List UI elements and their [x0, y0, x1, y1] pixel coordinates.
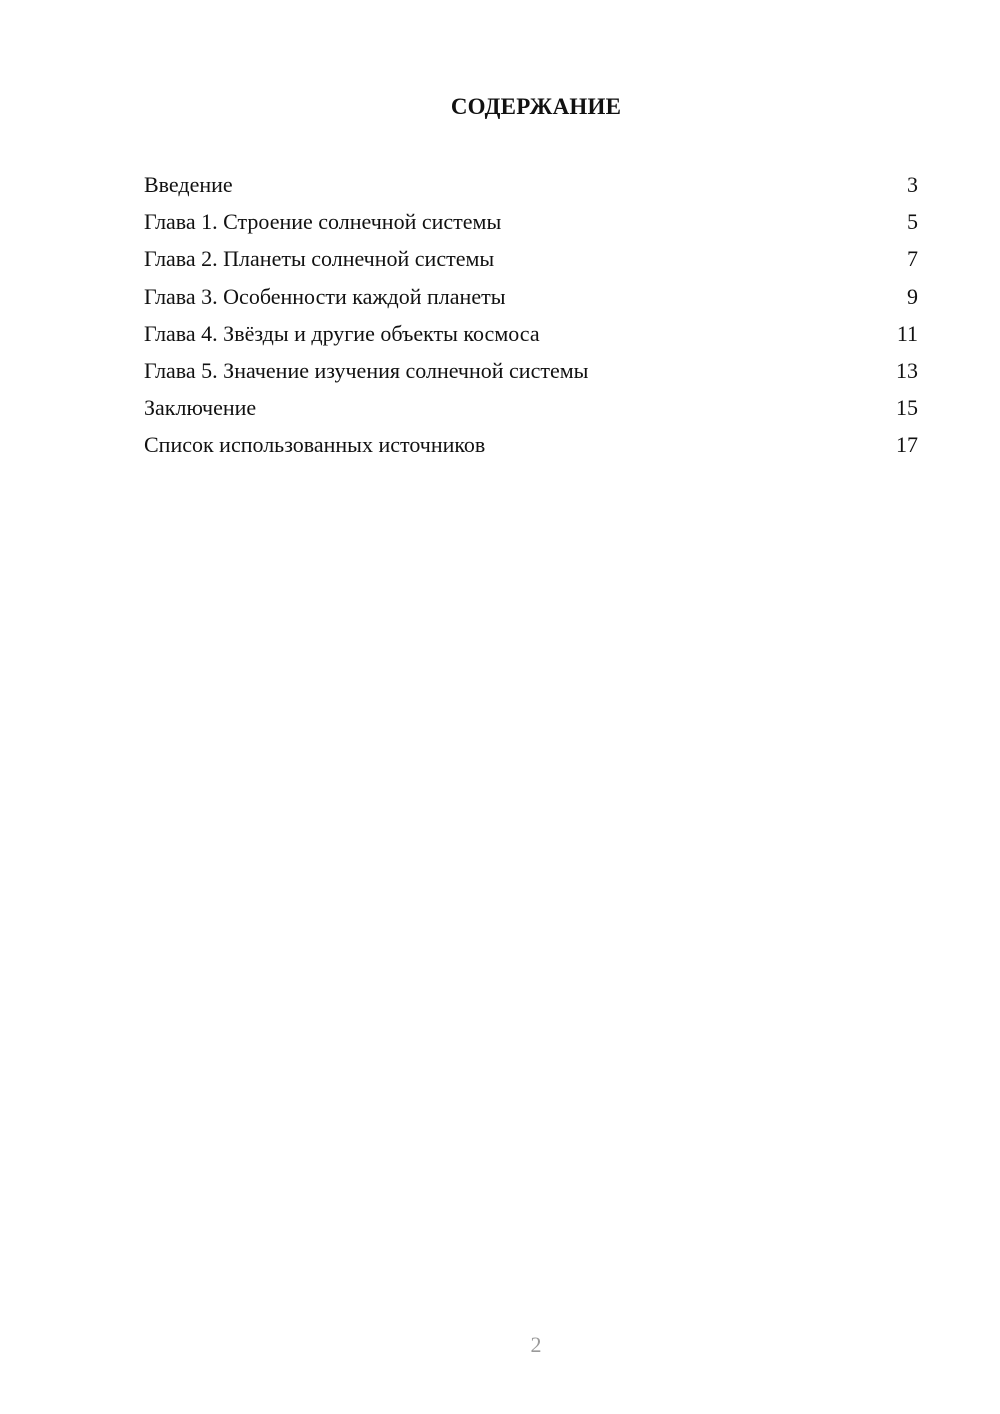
toc-entry-title: Введение	[144, 172, 233, 197]
toc-entry-page: 9	[907, 283, 918, 309]
page-number: 2	[530, 1332, 542, 1357]
toc-entry-title: Глава 2. Планеты солнечной системы	[144, 246, 495, 272]
toc-entry-chapter-5	[144, 354, 918, 391]
page-title: СОДЕРЖАНИЕ	[450, 94, 622, 119]
toc-entry-chapter-4	[144, 317, 918, 354]
toc-entry-chapter-3	[144, 280, 918, 317]
toc-entry-page: 7	[907, 246, 918, 272]
toc-entry-title: Глава 1. Строение солнечной системы	[144, 209, 502, 235]
toc-entry-page: 17	[896, 432, 918, 458]
toc-entry-title: Глава 3. Особенности каждой планеты	[144, 283, 506, 309]
toc-entry-title: Глава 5. Значение изучения солнечной системы	[144, 357, 589, 383]
toc-entry-introduction	[144, 168, 918, 205]
toc-entry-page: 15	[896, 395, 918, 421]
toc-entry-page: 13	[896, 357, 918, 383]
toc-entry-chapter-2	[144, 242, 918, 279]
toc-entry-title: Список использованных источников	[144, 432, 486, 458]
toc-entry-conclusion	[144, 391, 918, 428]
toc-entry-references	[144, 428, 918, 465]
toc-entry-title: Заключение	[144, 395, 257, 421]
toc-entry-page: 5	[907, 209, 918, 235]
toc-entry-page: 11	[896, 320, 918, 346]
toc-entry-page: 3	[907, 172, 918, 197]
toc-entry-chapter-1	[144, 205, 918, 242]
table-of-contents	[144, 168, 918, 466]
toc-entry-title: Глава 4. Звёзды и другие объекты космоса	[144, 320, 540, 346]
